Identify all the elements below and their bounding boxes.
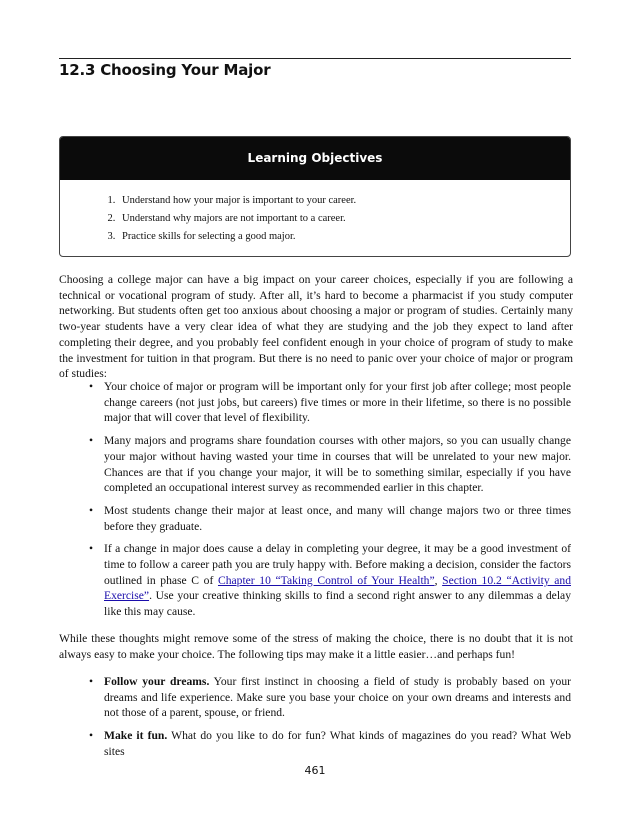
chapter-10-link[interactable]: Chapter 10 “Taking Control of Your Health” [217,573,435,587]
learning-objectives-heading: Learning Objectives [60,137,570,180]
header-rule [59,58,571,59]
intro-paragraph: Choosing a college major can have a big impact on your career choices, especially if you are following a technical or vocational program of study. After all, it’s hard to become a pharmacist if you study computer networking. But students often get too anxious about choosing a major or program of studies. Certainly many two-year students have a very clear idea of what they are studying and the job they expect to land after completing their degree, and you probably feel confident enough in your choice of program of study to make the investment for tuition in that program. But there is no need to panic over your choice of major or program of studies: [59,273,573,381]
tip-lead: Make it fun. [104,729,168,743]
learning-objectives-list [60,192,570,246]
list-item: • Many majors and programs share foundation courses with other majors, so you can usually change your major without having wasted your time in courses that will be unrelated to your new major. Chances are that if you change your major, it will be to something similar, especially if you have completed an occupational interest survey as recommended earlier in this chapter. [89,433,571,496]
page-number: 461 [304,764,326,777]
tip-text: Your first instinct in choosing a field of study is probably based on your dreams and life experience. Make sure you base your choice on your own dreams and interests and not those of a parent, spouse, or friend. [104,675,571,720]
list-item: • Your choice of major or program will be important only for your first job after college; most people change careers (not just jobs, but careers) five times or more in their lifetime, so there is no possible major that will cover that level of flexibility. [89,379,571,426]
learning-objectives-box [59,136,571,257]
section-10-2-link[interactable]: Section 10.2 “Activity and Exercise” [104,573,571,603]
tip-lead: Follow your dreams. [104,675,210,688]
list-item-separator: , [434,573,443,587]
section-title: 12.3 Choosing Your Major [59,61,271,79]
transition-paragraph: While these thoughts might remove some of the stress of making the choice, there is no doubt that it is not always easy to make your choice. The following tips may make it a little easier…and perhaps fun! [59,632,573,661]
tip-text: What do you like to do for fun? What kinds of magazines do you read? What Web sites [104,729,571,758]
objective-item: 2. Understand why majors are not important to a career. [118,210,570,228]
list-item-text: If a change in major does cause a delay in completing your degree, it may be a good investment of time to follow a career path you are truly happy with. Before making a decision, consider the factors outlined in phase C of [104,542,571,587]
list-item [89,541,571,620]
tip-item [89,728,571,759]
list-item-text: . Use your creative thinking skills to find a second right answer to any dilemmas a delay like this may cause. [104,589,571,619]
tips-list [89,674,571,767]
objective-item: 1. Understand how your major is important to your career. [118,192,570,210]
major-facts-list [89,379,571,627]
objective-item: 3. Practice skills for selecting a good major. [118,228,570,246]
list-item: • Most students change their major at least once, and many will change majors two or three times before they graduate. [89,503,571,534]
tip-item [89,674,571,721]
